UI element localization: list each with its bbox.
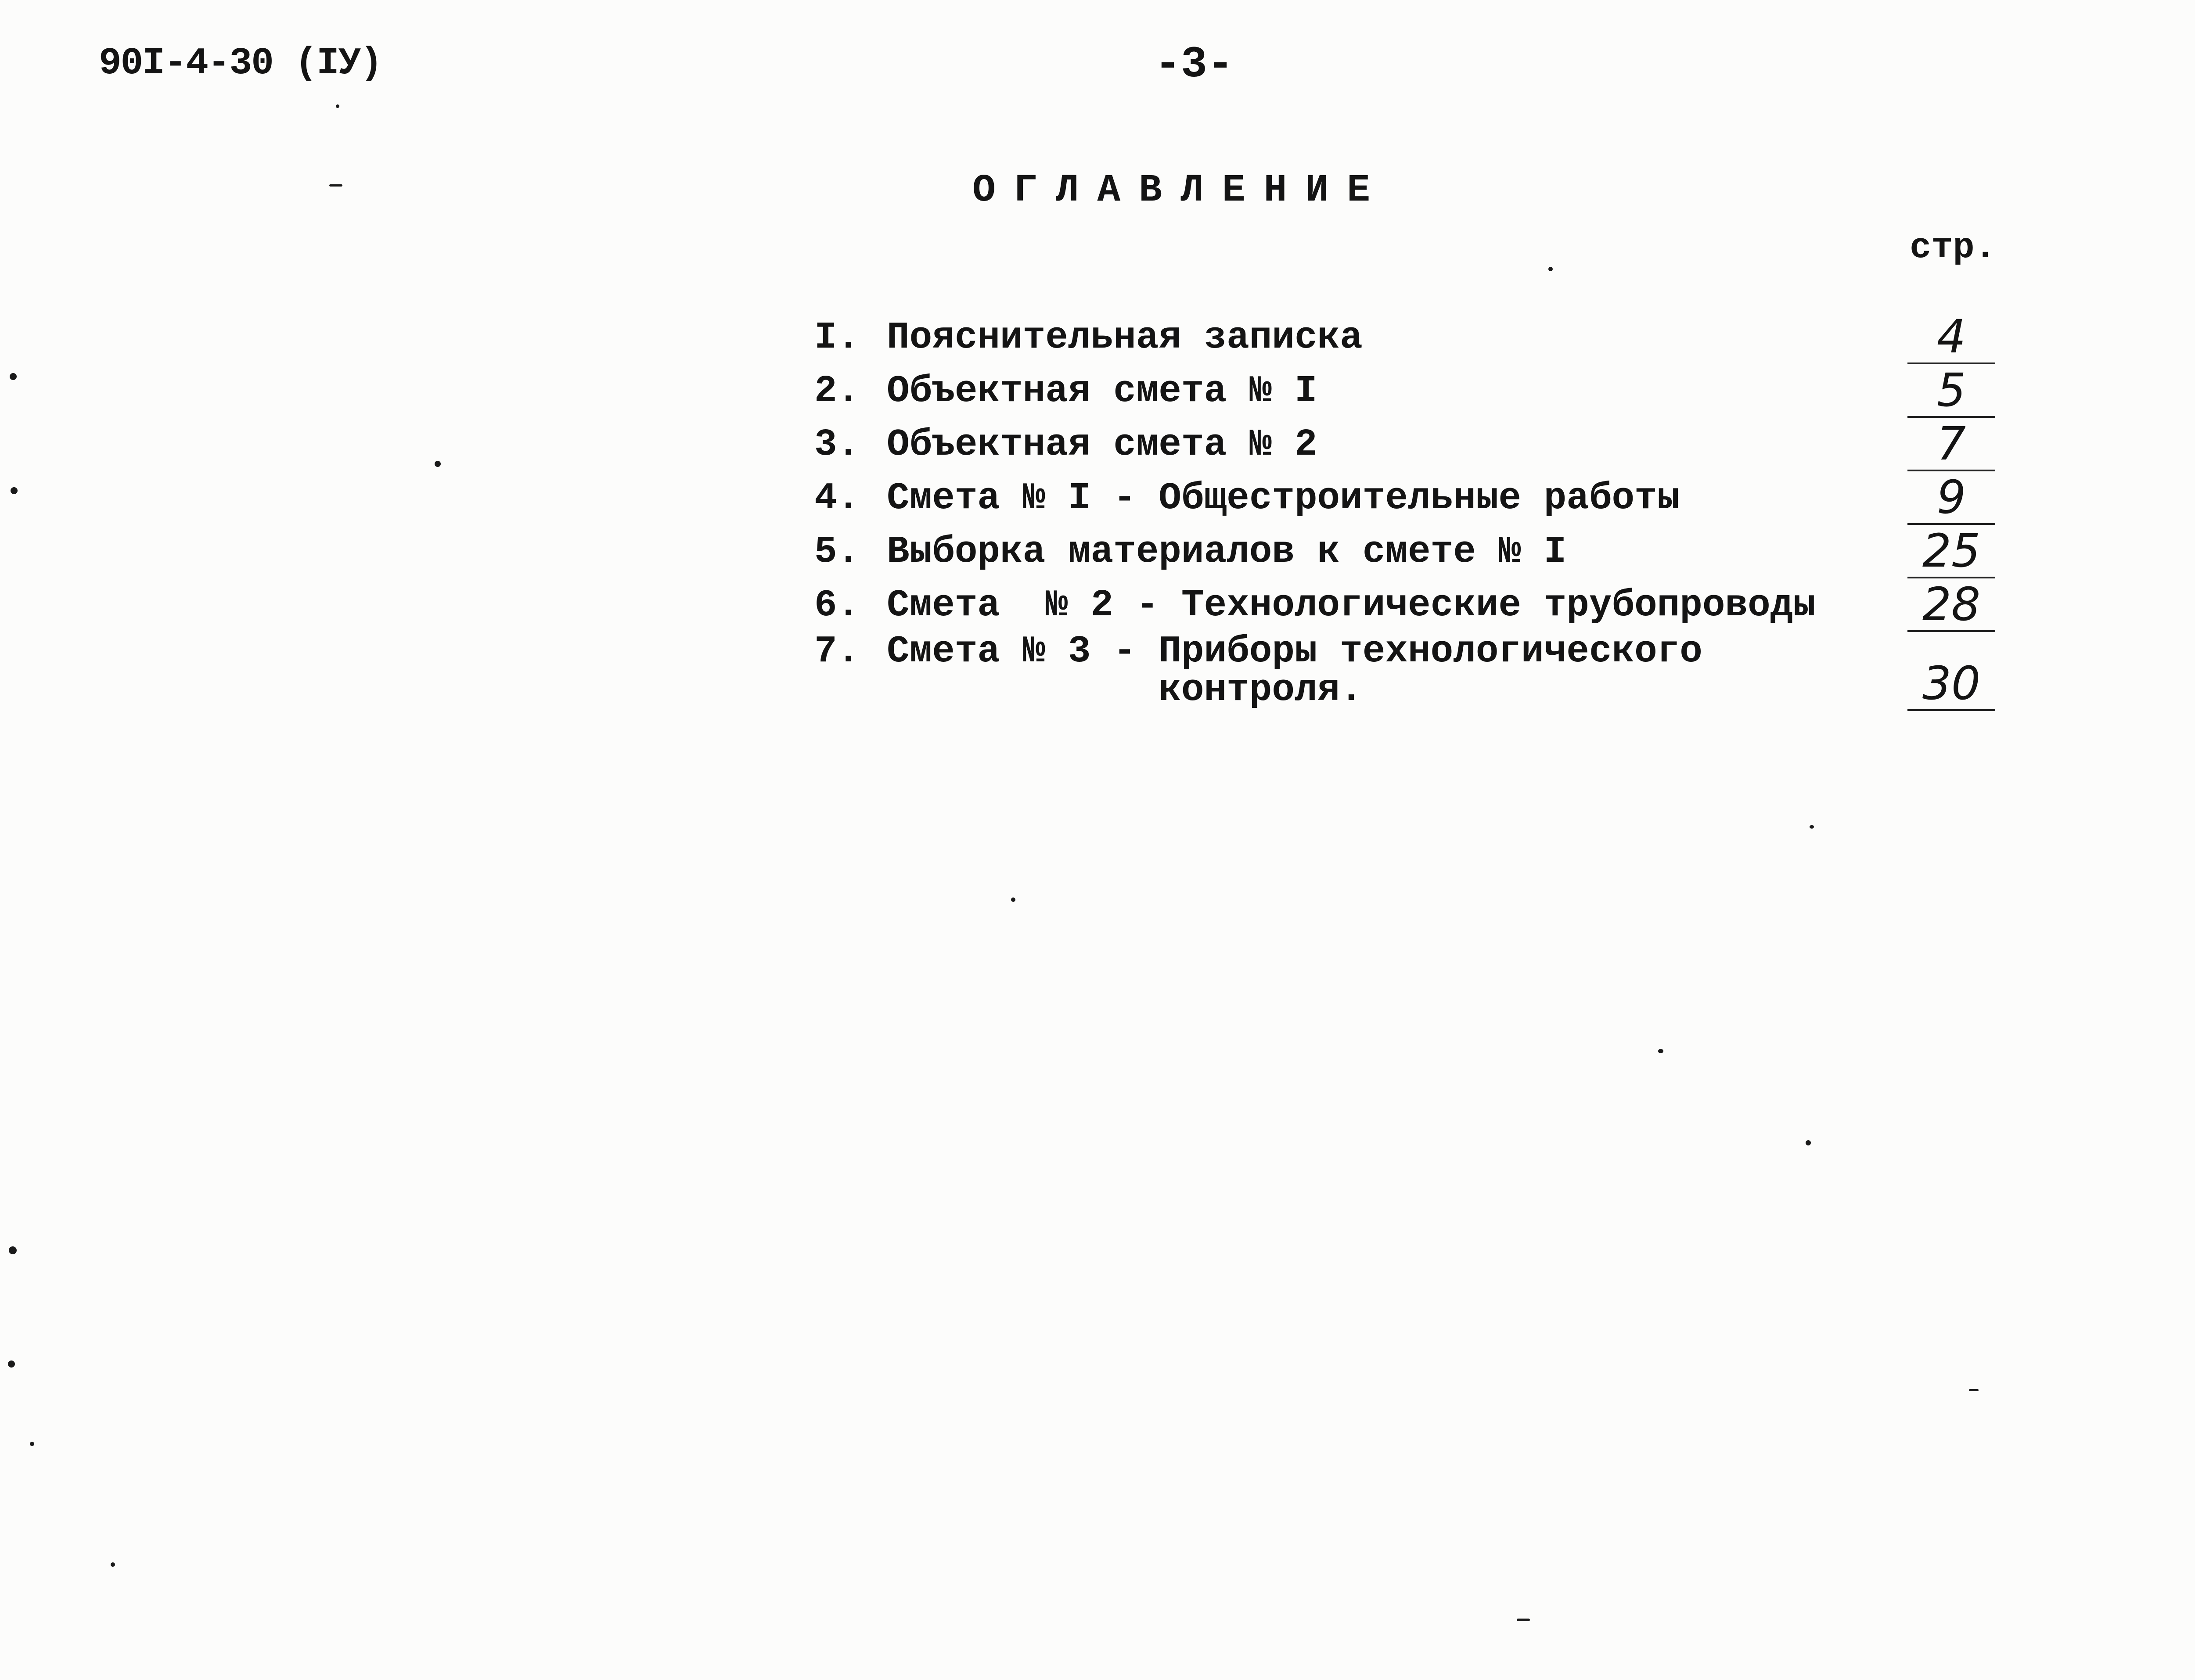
scan-speck (1969, 1389, 1979, 1391)
toc-entry-number: 5. (814, 530, 860, 573)
toc-entry-number: 2. (814, 370, 860, 413)
toc-entry-title: Смета № 2 - Технологические трубопроводы (887, 584, 1816, 627)
toc-entry-page: 9 (1907, 471, 1995, 525)
page-column-label: стр. (1910, 227, 1996, 268)
toc-entry-number: 6. (814, 584, 860, 627)
toc-entry-page: 28 (1907, 578, 1995, 632)
toc-entry-title: Смета № I - Общестроительные работы (887, 477, 1680, 520)
scan-speck (1658, 1049, 1663, 1053)
toc-entry-title: Выборка материалов к смете № I (887, 530, 1567, 573)
scan-speck (30, 1442, 34, 1446)
toc-entry-number: 7. (814, 630, 860, 673)
toc-entry-page: 5 (1907, 364, 1995, 418)
scan-speck (111, 1562, 115, 1567)
scan-speck (9, 1246, 17, 1254)
toc-entry-page: 30 (1907, 657, 1995, 711)
scan-speck (329, 184, 342, 187)
scan-speck (8, 1361, 15, 1368)
scan-speck (336, 104, 339, 108)
toc-title: ОГЛАВЛЕНИЕ (972, 169, 1389, 212)
toc-entry-page: 7 (1907, 418, 1995, 471)
toc-entry-title: Объектная смета № 2 (887, 423, 1317, 466)
scan-speck (435, 461, 441, 467)
toc-entry-number: 4. (814, 477, 860, 520)
page-number: -3- (1155, 40, 1234, 90)
toc-entry-number: 3. (814, 423, 860, 466)
scan-speck (1548, 267, 1553, 271)
toc-entry-number: I. (814, 316, 860, 359)
scan-speck (10, 373, 17, 380)
scan-speck (1011, 897, 1015, 902)
toc-entry-title: Смета № 3 - Приборы технологического контроля. (887, 630, 1702, 711)
toc-entry-page: 4 (1907, 311, 1995, 364)
scan-speck (1806, 1140, 1811, 1145)
toc-entry-page: 25 (1907, 525, 1995, 578)
toc-entry-title: Объектная смета № I (887, 370, 1317, 413)
toc-entry-title: Пояснительная записка (887, 316, 1363, 359)
scan-speck (1810, 825, 1814, 829)
toc-page-column (0, 310, 2195, 710)
scan-speck (11, 487, 18, 494)
document-code: 90I-4-30 (IУ) (99, 42, 382, 85)
scan-speck (1517, 1619, 1530, 1621)
